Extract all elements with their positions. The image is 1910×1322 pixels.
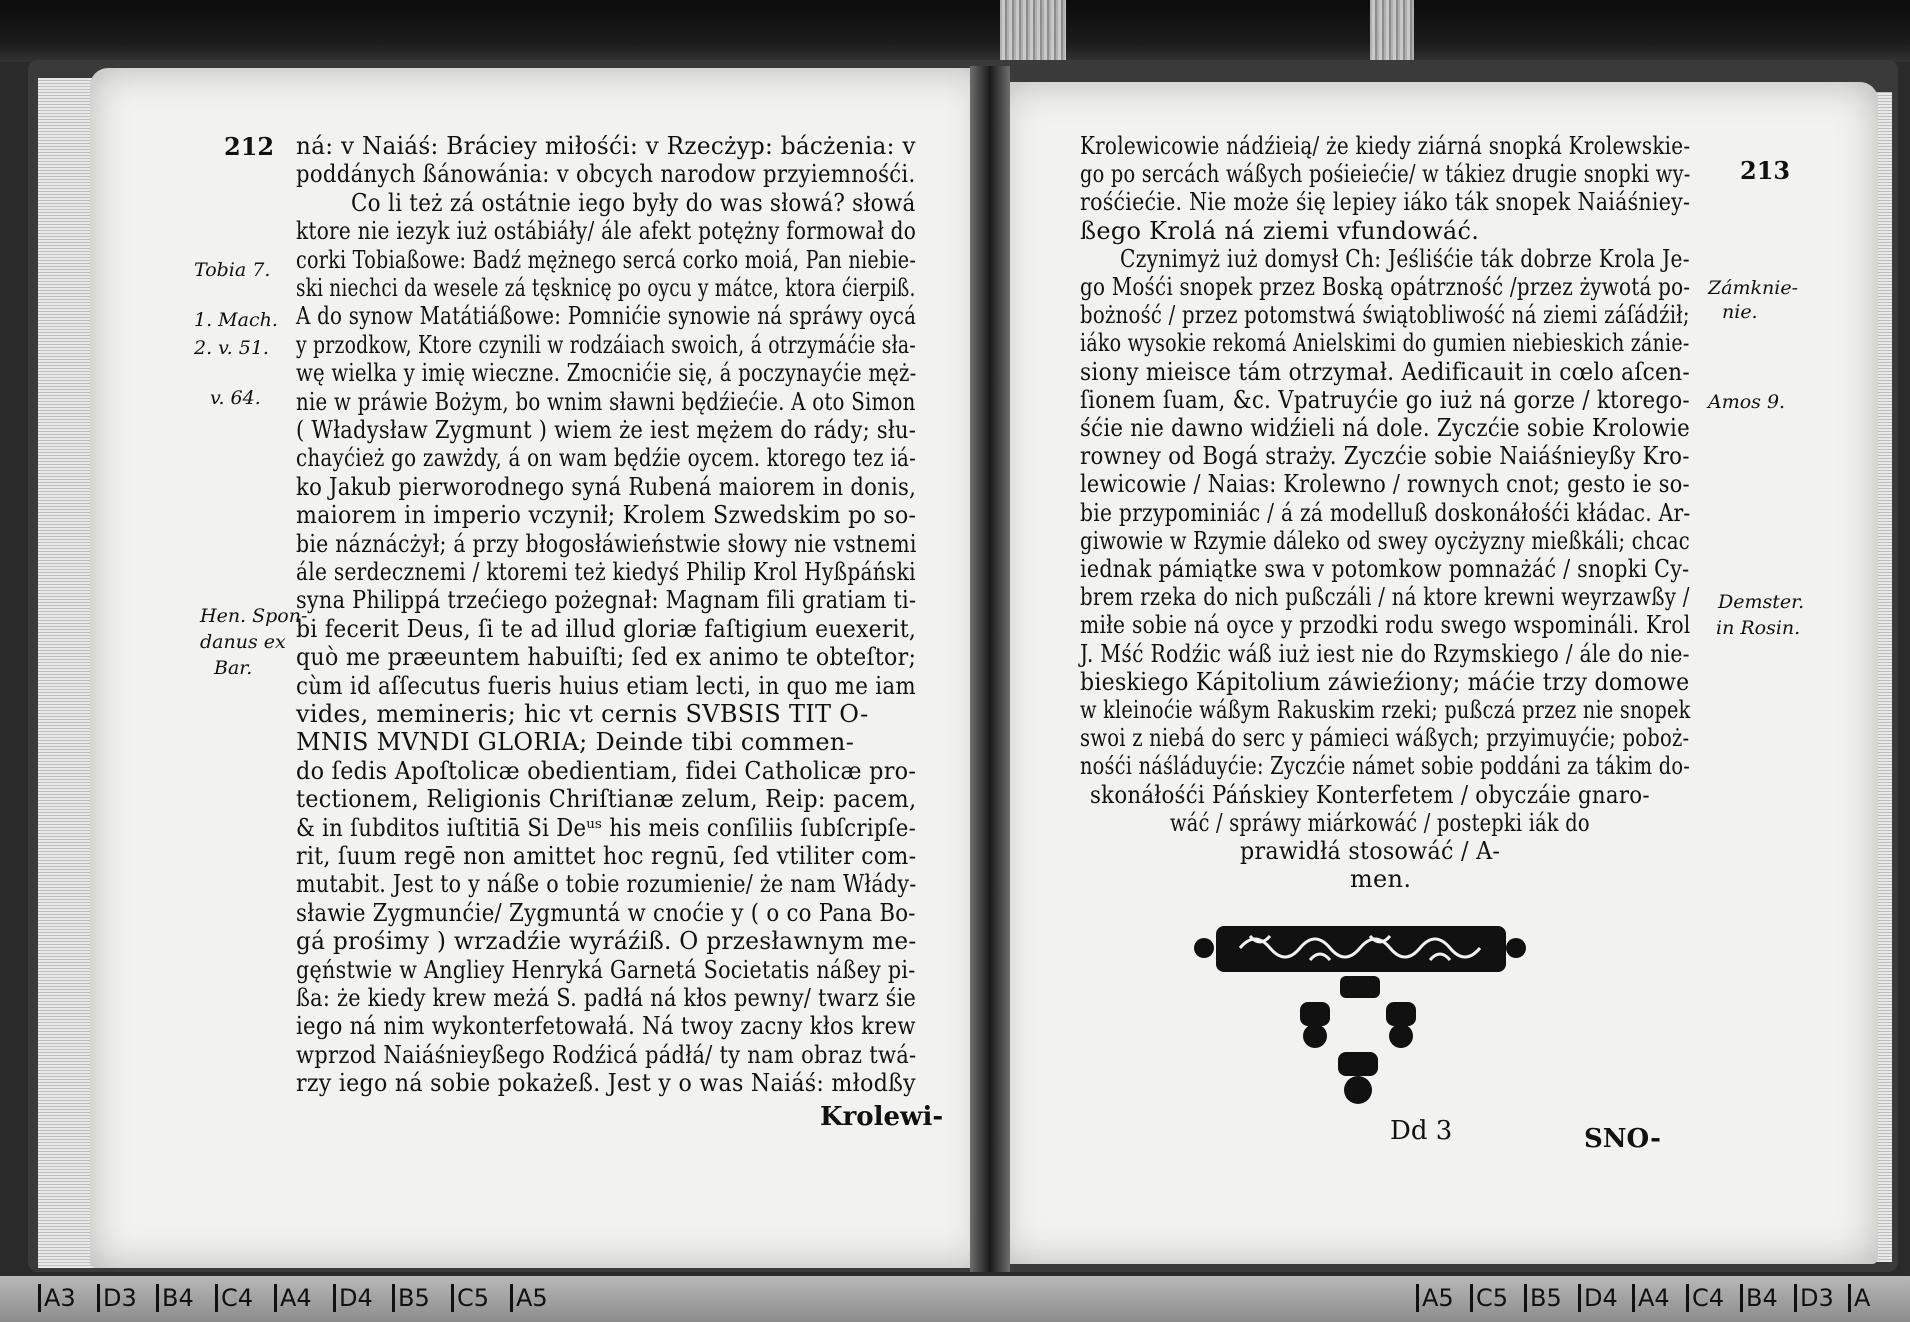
- text-line: wę wielka y imię wieczne. Zmocnićie się, á poczynayćie męż-: [296, 359, 917, 388]
- text-line: gęństwie w Angliey Henryká Garnetá Societatis náßey pi-: [296, 955, 916, 984]
- text-line: rit, ſuum regē non amittet hoc regnū, ſed vtiliter com-: [296, 842, 917, 870]
- film-label: C4: [1686, 1284, 1724, 1312]
- margin-note: 2. v. 51.: [194, 337, 269, 359]
- scan-top-stripe: [1370, 0, 1414, 62]
- text-line: ále serdecznemi / ktoremi też kiedyś Philip Krol Hyßpáński: [296, 558, 916, 586]
- margin-note: Bar.: [214, 657, 253, 679]
- scan-top-stripe: [1000, 0, 1066, 62]
- text-line: & in ſubditos iuſtitiā Si Deᵘˢ his meis conſiliis ſubſcripſe-: [296, 813, 917, 842]
- text-line: mutabit. Jest to y náße o tobie rozumienie/ że nam Włády-: [296, 870, 917, 899]
- text-line: lewicowie / Naias: Krolewno / rownych cnot; gesto ie so-: [1080, 470, 1690, 499]
- film-label: B4: [156, 1284, 194, 1312]
- text-line: skonáłośći Páńskiey Konterfetem / obyczáie gnaro-: [1090, 780, 1650, 809]
- film-label: A3: [38, 1284, 76, 1312]
- text-line: y przodkow, Ktore czynili w rodzáiach swoich, á otrzymáćie sła-: [296, 330, 916, 359]
- text-line: bi fecerit Deus, ſi te ad illud gloriæ faſtigium euexerit,: [296, 614, 917, 643]
- text-line: syna Philippá trzećiego pożegnał: Magnam fili gratiam ti-: [296, 586, 917, 615]
- text-line: śćie nie dawno widźieli ná dole. Zyczćie sobie Krolowie: [1080, 414, 1690, 442]
- film-label: B5: [392, 1284, 430, 1312]
- film-label: B5: [1524, 1284, 1562, 1312]
- left-page-edges: [38, 78, 98, 1268]
- text-line: ski niechci da wesele zá tęsknicę po oycu y mátce, ktora ćierpiß.: [296, 274, 916, 302]
- film-label: A: [1848, 1284, 1870, 1312]
- film-label: C5: [1470, 1284, 1508, 1312]
- text-line: w kleinoćie wáßym Rakuskim rzeki; pußczá przez nie snopek: [1080, 696, 1691, 724]
- text-line: bie náznácżył; á przy błogosłáwieństwie słowy nie vstnemi: [296, 529, 917, 558]
- text-line: Czynimyż iuż domysł Ch: Jeśliśćie ták dobrze Krola Je-: [1120, 244, 1690, 273]
- margin-note: 1. Mach.: [194, 309, 278, 331]
- text-line: ktore nie iezyk iuż ostábiáły/ ále afekt potężny formował do: [296, 217, 917, 246]
- book-gutter: [970, 66, 1010, 1272]
- margin-note: Tobia 7.: [194, 259, 271, 281]
- text-line: vides, memineris; hic vt cernis SVBSIS TIT O-: [296, 700, 869, 728]
- text-line: swoi z niebá do serc y pámieci wáßych; przyimuyćie; poboż-: [1080, 724, 1690, 753]
- text-line: wprzod Naiáśnieyßego Rodźicá pádłá/ ty nam obraz twá-: [296, 1040, 917, 1069]
- text-line: iáko wysokie rekomá Anielskimi do gumien niebieskich zánie-: [1080, 329, 1690, 358]
- text-line: sławie Zygmunćie/ Zygmuntá w cnoćie y ( o co Pana Bo-: [296, 898, 916, 927]
- text-line: J. Mść Rodźic wáß iuż iest nie do Rzymskiego / ále do nie-: [1080, 639, 1690, 668]
- text-line: MNIS MVNDI GLORIA; Deinde tibi commen-: [296, 728, 855, 757]
- margin-note: nie.: [1722, 301, 1758, 323]
- film-label: C4: [215, 1284, 253, 1312]
- text-line: go Mośći snopek przez Boską opátrzność /przez żywotá po-: [1080, 273, 1691, 301]
- right-page-number: 213: [1740, 156, 1791, 185]
- right-catchword: SNO-: [1584, 1124, 1661, 1154]
- film-label: D3: [97, 1284, 137, 1312]
- text-line: brem rzeka do nich pußczáli / ná ktore krewni weyrzawßy /: [1080, 583, 1690, 612]
- text-line: A do synow Matátiáßowe: Pomnićie synowie ná spráwy oycá: [296, 302, 917, 331]
- film-label: D4: [1578, 1284, 1618, 1312]
- text-line: maiorem in imperio vczynił; Krolem Szwedskim po so-: [296, 501, 917, 530]
- film-label: A4: [274, 1284, 312, 1312]
- margin-note: in Rosin.: [1716, 617, 1801, 639]
- text-line: do ſedis Apoſtolicæ obedientiam, fidei Catholicæ pro-: [296, 756, 917, 785]
- text-line: cùm id aſſecutus fueris huius etiam lecti, in quo me iam: [296, 671, 916, 700]
- text-line: rowney od Bogá straży. Zyczćie sobie Naiáśnieyßy Kro-: [1080, 442, 1690, 471]
- film-label: A5: [1416, 1284, 1454, 1312]
- text-line: iednak pámiątke swa v potomkow pomnażáć / snopki Cy-: [1080, 555, 1690, 583]
- text-line: prawidłá stosowáć / A-: [1240, 837, 1501, 865]
- text-line: gá prośimy ) wrzadźie wyráźiß. O przesławnym me-: [296, 927, 917, 956]
- film-label: A4: [1632, 1284, 1670, 1312]
- text-line: rośćiećie. Nie może śię lepiey iáko ták snopek Naiáśniey-: [1080, 188, 1691, 217]
- page-signature: Dd 3: [1390, 1116, 1453, 1146]
- film-label: D3: [1794, 1284, 1834, 1312]
- margin-note: Hen. Spon-: [200, 605, 308, 627]
- text-line: tectionem, Religionis Chriſtianæ zelum, Reip: pacem,: [296, 785, 917, 814]
- text-line: quò me præeuntem habuiſti; ſed ex animo te obteſtor;: [296, 643, 917, 672]
- margin-note: Demster.: [1718, 591, 1805, 613]
- film-label: D4: [333, 1284, 373, 1312]
- margin-note: danus ex: [200, 631, 286, 653]
- text-line: men.: [1350, 865, 1412, 894]
- margin-note: Amos 9.: [1708, 391, 1786, 413]
- text-line: ná: v Naiáś: Bráciey miłośći: v Rzecżyp: bácżenia: v: [296, 132, 916, 160]
- film-label: B4: [1740, 1284, 1778, 1312]
- text-line: ßego Krolá ná ziemi vfundowáć.: [1080, 216, 1480, 245]
- film-label: C5: [451, 1284, 489, 1312]
- text-line: ko Jakub pierworodnego syná Rubená maiorem in donis,: [296, 472, 917, 501]
- text-line: nośći náśláduyćie: Zyczćie námet sobie poddáni za tákim do-: [1080, 752, 1690, 781]
- scan-top-border: [0, 0, 1910, 62]
- text-line: ßa: że kiedy krew meżá S. padłá ná kłos pewny/ twarz śie: [296, 984, 917, 1012]
- text-line: miłe sobie ná oyce y przodki rodu swego wspomináli. Krol: [1080, 611, 1691, 640]
- text-line: bieskiego Kápitolium záwieźiony; máćie trzy domowe: [1080, 667, 1690, 696]
- text-line: chayćież go zawżdy, á on wam będźie oycem. ktorego tez iá-: [296, 444, 917, 473]
- text-line: poddánych ßánowánia: v obcych narodow przyiemnośći.: [296, 160, 916, 189]
- text-line: bie przypominiác / á zá modelluß doskonáłośći kłádac. Ar-: [1080, 498, 1691, 527]
- text-line: go po sercách wáßych pośieiećie/ w tákiez drugie snopki wy-: [1080, 160, 1691, 189]
- left-catchword: Krolewi-: [820, 1102, 944, 1132]
- text-line: rzy iego ná sobie pokażeß. Jest y o was Naiáś: młodßy: [296, 1069, 916, 1098]
- text-line: corki Tobiaßowe: Badź mężnego sercá corko moiá, Pan niebie-: [296, 245, 917, 274]
- printers-ornament: [1190, 920, 1530, 1120]
- margin-note: Zámknie-: [1708, 277, 1799, 299]
- text-line: wáć / spráwy miárkowáć / postepki iák do: [1170, 808, 1590, 837]
- film-label: A5: [510, 1284, 548, 1312]
- text-line: ſionem ſuam, &c. Vpatruyćie go iuż ná gorze / ktorego-: [1080, 385, 1690, 414]
- text-line: siony mieisce tám otrzymał. Aedificauit in cœlo aſcen-: [1080, 357, 1691, 386]
- margin-note: v. 64.: [210, 387, 261, 409]
- left-page-number: 212: [224, 132, 275, 161]
- text-line: Krolewicowie nádźieią/ że kiedy ziárná snopká Krolewskie-: [1080, 132, 1691, 160]
- text-line: giwowie w Rzymie dáleko od swey oycżyzny mießkáli; chcac: [1080, 526, 1690, 555]
- text-line: nie w práwie Bożym, bo wnim sławni będźiećie. A oto Simon: [296, 387, 916, 416]
- text-line: ( Władysław Zygmunt ) wiem że iest mężem do rády; słu-: [296, 416, 917, 444]
- text-line: Co li też zá ostátnie iego były do was słowá? słowá: [351, 188, 916, 217]
- text-line: iego ná nim wykonterfetowałá. Ná twoy zacny kłos krew: [296, 1012, 916, 1041]
- text-line: bożność / przez potomstwá świątobliwość ná ziemi záſádźił;: [1080, 301, 1690, 330]
